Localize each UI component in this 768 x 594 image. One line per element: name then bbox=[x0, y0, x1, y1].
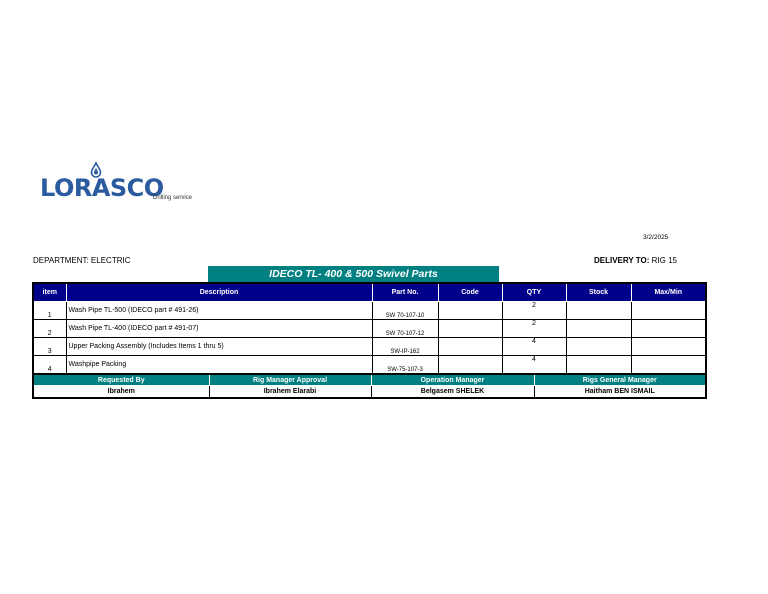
table-header-row bbox=[33, 283, 706, 302]
cell-stock bbox=[566, 338, 631, 356]
cell-description: Wash Pipe TL-500 (IDECO part # 491-26) bbox=[66, 302, 372, 320]
cell-code bbox=[438, 320, 502, 338]
document-title: IDECO TL- 400 & 500 Swivel Parts bbox=[208, 266, 499, 282]
cell-stock bbox=[566, 320, 631, 338]
cell-maxmin bbox=[631, 338, 706, 356]
cell-description: Washpipe Packing bbox=[66, 356, 372, 375]
signature-names-row bbox=[33, 386, 706, 399]
parts-table bbox=[32, 282, 707, 375]
table-row bbox=[33, 320, 706, 338]
cell-stock bbox=[566, 302, 631, 320]
sig-name-rig-manager: Ibrahem Elarabi bbox=[209, 386, 371, 399]
document-date: 3/2/2025 bbox=[643, 234, 669, 241]
col-header-stock: Stock bbox=[566, 283, 631, 302]
sig-name-general-manager: Haitham BEN ISMAIL bbox=[534, 386, 706, 399]
table-row bbox=[33, 338, 706, 356]
cell-code bbox=[438, 302, 502, 320]
department-label: DEPARTMENT: ELECTRIC bbox=[33, 256, 131, 265]
sig-header-operation-manager: Operation Manager bbox=[371, 374, 534, 386]
cell-qty: 4 bbox=[502, 338, 566, 356]
sig-header-general-manager: Rigs General Manager bbox=[534, 374, 706, 386]
sig-name-requested-by: Ibrahem bbox=[33, 386, 209, 399]
cell-item: 1 bbox=[33, 302, 66, 320]
col-header-part-no: Part No. bbox=[372, 283, 438, 302]
delivery-to bbox=[594, 256, 677, 265]
cell-item: 3 bbox=[33, 338, 66, 356]
cell-qty: 4 bbox=[502, 356, 566, 375]
col-header-maxmin: Max/Min bbox=[631, 283, 706, 302]
delivery-label: DELIVERY TO: bbox=[594, 256, 650, 265]
cell-code bbox=[438, 338, 502, 356]
sig-header-rig-manager: Rig Manager Approval bbox=[209, 374, 371, 386]
cell-description: Wash Pipe TL-400 (IDECO part # 491-07) bbox=[66, 320, 372, 338]
cell-item: 2 bbox=[33, 320, 66, 338]
cell-qty: 2 bbox=[502, 302, 566, 320]
signature-header-row bbox=[33, 374, 706, 386]
cell-qty: 2 bbox=[502, 320, 566, 338]
col-header-description: Description bbox=[66, 283, 372, 302]
sig-header-requested-by: Requested By bbox=[33, 374, 209, 386]
logo-text: LORASCO bbox=[40, 174, 164, 202]
sig-name-operation-manager: Belgasem SHELEK bbox=[371, 386, 534, 399]
cell-part-no: SW-75-107-3 bbox=[372, 356, 438, 375]
col-header-qty: QTY bbox=[502, 283, 566, 302]
cell-maxmin bbox=[631, 356, 706, 375]
cell-part-no: SW 70-107-10 bbox=[372, 302, 438, 320]
cell-part-no: SW-IP-162 bbox=[372, 338, 438, 356]
col-header-item: item bbox=[33, 283, 66, 302]
cell-part-no: SW 70-107-12 bbox=[372, 320, 438, 338]
cell-maxmin bbox=[631, 302, 706, 320]
col-header-code: Code bbox=[438, 283, 502, 302]
delivery-value: RIG 15 bbox=[651, 256, 677, 265]
table-row bbox=[33, 302, 706, 320]
logo-tagline: Drilling service bbox=[153, 195, 193, 201]
cell-description: Upper Packing Assembly (Includes Items 1 thru 5) bbox=[66, 338, 372, 356]
cell-stock bbox=[566, 356, 631, 375]
cell-item: 4 bbox=[33, 356, 66, 375]
table-row bbox=[33, 356, 706, 375]
cell-code bbox=[438, 356, 502, 375]
cell-maxmin bbox=[631, 320, 706, 338]
signature-table bbox=[32, 373, 707, 399]
